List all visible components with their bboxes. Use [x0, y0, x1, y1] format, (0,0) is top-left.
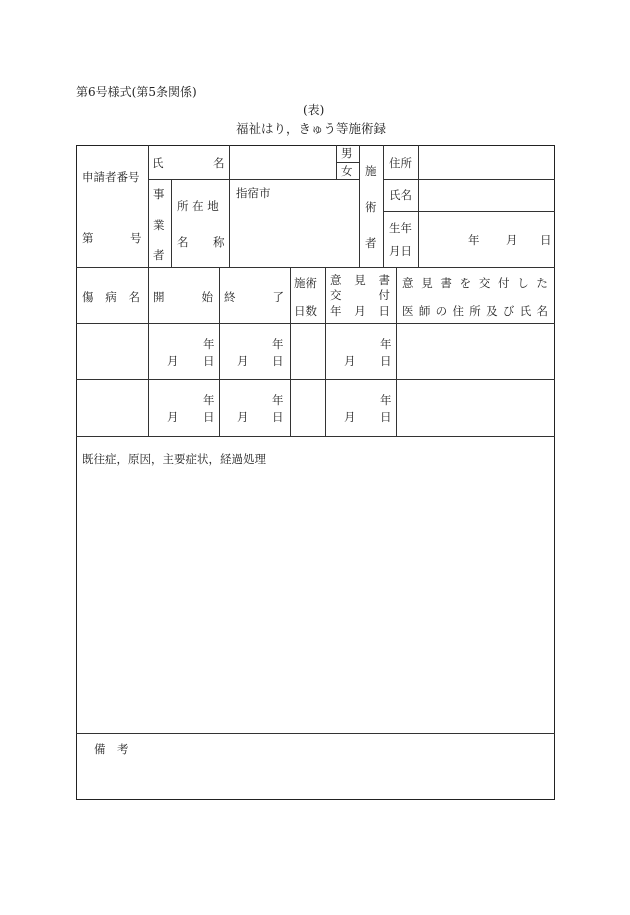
row2-start-month: 月 [167, 410, 179, 424]
male-label: 男 [341, 146, 353, 160]
vline [148, 267, 149, 436]
birth-year: 年 [468, 233, 480, 247]
disease-char: 病 [105, 290, 117, 304]
doctor-char: 住 [452, 304, 464, 318]
history-label: 既往症，原因，主要症状，経過処理 [82, 452, 266, 466]
doctor-char: 付 [498, 276, 510, 290]
doctor-char: 師 [418, 304, 431, 318]
birth-day: 日 [540, 233, 552, 247]
doctor-char: を [459, 276, 472, 290]
doctor-char: 氏 [519, 304, 532, 318]
start-header [153, 290, 213, 304]
opinion-char: 月 [354, 304, 366, 318]
vline [325, 267, 326, 436]
row1-opinion-month: 月 [344, 354, 356, 368]
disease-char: 傷 [82, 290, 94, 304]
opinion-char: 年 [330, 304, 342, 318]
opinion-char: 日 [378, 304, 390, 318]
doctor-char: 及 [486, 304, 498, 318]
location-value: 指宿市 [236, 186, 271, 200]
row2-opinion-year: 年 [380, 393, 392, 407]
doctor-char: び [502, 304, 515, 318]
row2-opinion-day: 日 [380, 410, 392, 424]
row1-opinion-day: 日 [380, 354, 392, 368]
vline [229, 179, 230, 267]
hline [383, 211, 555, 212]
business-char-3: 者 [153, 248, 165, 262]
end-char: 了 [272, 290, 284, 304]
opinion-char: 見 [354, 273, 366, 287]
doctor-header-row-1 [402, 276, 548, 290]
location-label: 所 在 地 [177, 199, 219, 213]
days-label-2: 日数 [294, 304, 317, 318]
vline [418, 145, 419, 267]
row2-start-day: 日 [203, 410, 215, 424]
days-label-1: 施術 [294, 276, 317, 290]
form-title: 福祉はり，きゅう等施術録 [236, 121, 387, 136]
doctor-char: 医 [402, 304, 414, 318]
opinion-row-2 [330, 288, 390, 302]
row1-start-day: 日 [203, 354, 215, 368]
biz-name-label-1: 名 [177, 235, 189, 249]
doctor-char: の [435, 304, 448, 318]
hline [336, 162, 359, 163]
business-char-1: 事 [153, 187, 165, 201]
row2-start-year: 年 [203, 393, 215, 407]
number-prefix: 第 [82, 231, 94, 245]
doctor-char: た [536, 276, 548, 290]
end-char: 終 [224, 290, 236, 304]
hline [148, 179, 359, 180]
business-char-2: 業 [153, 218, 165, 232]
biz-name-label-2: 称 [213, 235, 225, 249]
female-label: 女 [341, 164, 353, 178]
row2-opinion-month: 月 [344, 410, 356, 424]
start-char: 始 [201, 290, 213, 304]
practitioner-name-label: 氏名 [389, 188, 412, 202]
row2-end-year: 年 [272, 393, 284, 407]
disease-char: 名 [128, 290, 140, 304]
row1-start-month: 月 [167, 354, 179, 368]
practitioner-char-2: 術 [365, 200, 377, 214]
doctor-header-row-2 [402, 304, 548, 318]
opinion-char: 意 [330, 273, 342, 287]
row2-end-day: 日 [272, 410, 284, 424]
number-suffix: 号 [130, 231, 142, 245]
vline [383, 145, 384, 267]
hline [383, 179, 555, 180]
row1-end-day: 日 [272, 354, 284, 368]
row1-end-year: 年 [272, 337, 284, 351]
doctor-char: 名 [536, 304, 548, 318]
side-label: (表) [303, 103, 325, 117]
opinion-row-3 [330, 304, 390, 318]
row2-end-month: 月 [237, 410, 249, 424]
practitioner-char-3: 者 [365, 236, 377, 250]
birth-label-2: 月日 [389, 244, 412, 258]
row1-opinion-year: 年 [380, 337, 392, 351]
hline [76, 733, 555, 734]
vline [396, 267, 397, 436]
doctor-char: 交 [478, 276, 491, 290]
birth-month: 月 [506, 233, 518, 247]
doctor-char: 意 [402, 276, 414, 290]
start-char: 開 [153, 290, 165, 304]
applicant-number-label: 申請者番号 [82, 170, 140, 184]
hline [76, 436, 555, 437]
birth-label-1: 生年 [389, 221, 412, 235]
address-label: 住所 [389, 156, 412, 170]
doctor-char: 書 [440, 276, 452, 290]
vline [359, 145, 360, 267]
row1-end-month: 月 [237, 354, 249, 368]
name-label-2: 名 [213, 156, 225, 170]
doctor-char: 見 [421, 276, 433, 290]
opinion-char: 付 [378, 288, 390, 302]
name-label-1: 氏 [152, 156, 164, 170]
disease-name-header [82, 290, 140, 304]
remarks-label: 備 考 [94, 742, 129, 756]
doctor-char: し [517, 276, 529, 290]
doctor-char: 所 [469, 304, 481, 318]
row1-start-year: 年 [203, 337, 215, 351]
opinion-char: 交 [330, 288, 342, 302]
opinion-row-1 [330, 273, 390, 287]
vline [148, 145, 149, 267]
opinion-char: 書 [378, 273, 390, 287]
form-number: 第6号様式(第5条関係) [76, 85, 197, 99]
practitioner-char-1: 施 [365, 164, 377, 178]
vline [336, 145, 337, 179]
vline [229, 145, 230, 179]
vline [290, 267, 291, 436]
end-header [224, 290, 284, 304]
vline [171, 179, 172, 267]
vline [219, 267, 220, 436]
